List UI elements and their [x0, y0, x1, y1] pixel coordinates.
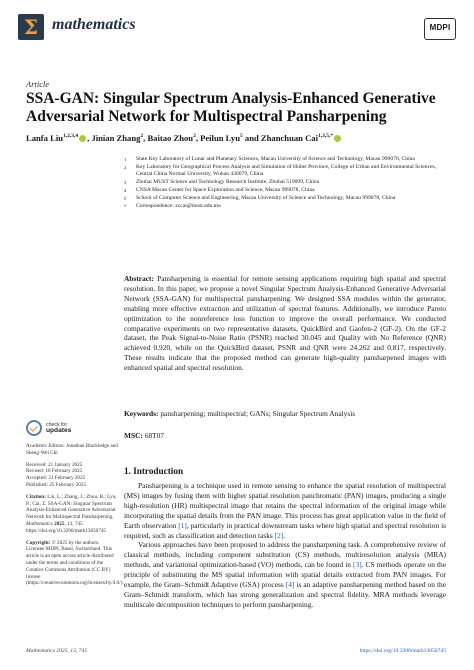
- affiliation-number: *: [124, 204, 127, 210]
- academic-editors: Academic Editors: Jonathan Blackledge and Sheng-Wei Chi: [26, 443, 118, 456]
- citation-link-2[interactable]: [2]: [274, 530, 284, 540]
- copyright-block: Copyright: © 2025 by the authors. Licensee MDPI, Basel, Switzerland. This article is an open access article distributed under the terms and conditions of the Creative Commons Attribution (CC BY) license (https://creativecommons.org/licenses/by/4.0/).: [26, 539, 124, 587]
- keywords-text: pansharpening; multispectral; GANs; Singular Spectrum Analysis: [160, 409, 356, 418]
- author-separator: ,: [87, 132, 92, 143]
- affiliation-item: [124, 203, 444, 210]
- author-name: Zhanchuan Cai: [260, 132, 318, 143]
- author-affiliation-marker: 1,3,5,*: [317, 133, 334, 139]
- publication-dates: Received: 21 January 2025 Revised: 18 February 2025 Accepted: 21 February 2025 Published: 25 February 2025: [26, 461, 87, 488]
- affiliations: [124, 156, 444, 211]
- affiliation-text: Correspondence: zccai@must.edu.mo: [136, 203, 221, 210]
- check-for-updates-button[interactable]: [26, 420, 118, 436]
- journal-logo-icon: Σ: [18, 14, 44, 40]
- citation-block: Citation: Liu, L.; Zhang, J.; Zhou, B.; Lyu, P.; Cai, Z. SSA-GAN: Singular Spectrum Analysis-Enhanced Generative Adversarial Network for Multispectral Pansharpening. Mathematics 2025, 13, 745. https://doi.org/10.3390/math13050745: [26, 493, 117, 534]
- author-affiliation-marker: 1,2,3,4: [63, 133, 79, 139]
- author-separator: and: [242, 132, 261, 143]
- affiliation-item: [124, 164, 444, 178]
- msc-label: MSC:: [124, 431, 143, 440]
- footer-journal-citation: Mathematics 2025, 13, 745: [26, 648, 88, 654]
- abstract: [124, 274, 446, 373]
- paper-title: SSA-GAN: Singular Spectrum Analysis-Enhanced Generative Adversarial Network for Multispectral Pansharpening: [26, 90, 436, 125]
- affiliation-text: State Key Laboratory of Lunar and Planetary Sciences, Macau University of Science and Technology, Macau 999078, China: [136, 156, 415, 162]
- author-name: Lanfa Liu: [26, 132, 64, 143]
- affiliation-text: Key Laboratory for Geographical Process Analysis and Simulation of Hubei Province, College of Urban and Environmental Sciences, Central China Normal University, Wuhan 430079, China: [136, 164, 437, 178]
- citation-doi-link[interactable]: , 13, 745. https://doi.org/10.3390/math13050745: [26, 520, 107, 534]
- citation-link-4[interactable]: [4]: [285, 580, 295, 590]
- author-name: Jinian Zhang: [91, 132, 141, 143]
- affiliation-item: [124, 156, 444, 163]
- orcid-icon[interactable]: [334, 135, 341, 142]
- affiliation-text: CNSA Macau Center for Space Exploration and Science, Macau 999078, China: [136, 187, 315, 194]
- affiliation-number: 2: [124, 165, 127, 170]
- author-separator: ,: [143, 132, 148, 143]
- author-separator: ,: [195, 132, 201, 143]
- intro-paragraph-2: Various approaches have been proposed to address the pansharpening task. A comprehensive review of classical methods, including component substitution (CS) methods, multiresolution analysis (MRA) methods, and variational optimization-based (VO) methods, can be found in [3]. CS methods operate on the principle of substituting the MS spatial information with spatial details extracted from PAN images. For example, the Gram–Schmidt Adaptive (GSA) process [4] is an adaptive pansharpening method based on the Gram–Schmidt transform, which has strong generalization and spectral fidelity. MRA methods leverage multiscale decomposition techniques to perform pansharpening.: [124, 540, 447, 609]
- page-header: [18, 14, 458, 44]
- introduction-body: [124, 481, 446, 610]
- author-affiliation-marker: 2: [193, 133, 196, 139]
- abstract-label: Abstract:: [124, 274, 154, 283]
- msc-text: 68T07: [144, 431, 165, 440]
- author-name: Peilun Lyu: [200, 132, 240, 143]
- keywords: [124, 409, 446, 419]
- abstract-text: Pansharpening is essential for remote sensing applications requiring high spatial and spectral resolution. In this paper, we propose a novel Singular Spectrum Analysis-Enhanced Generative Adversarial Network (SSA-GAN) for multispectral pansharpening. We designed SSA modules within the generator, enabling more effective extraction and utilization of spectral features. Additionally, we introduce Pareto optimization to the nonreference loss function to improve the overall performance. We conducted comparative experiments on two representative datasets, QuickBird and Gaofen-2 (GF-2). On the GF-2 dataset, the Peak Signal-to-Noise Ratio (PSNR) reached 30.045 and Quality with No Reference (QNR) achieved 0.920, while on the QuickBird dataset, PSNR and QNR were 24.262 and 0.817, respectively. These results indicate that the proposed method can generate high-quality pansharpened images with enhanced spatial and spectral resolution.: [124, 274, 446, 373]
- citation-link-1[interactable]: [1]: [178, 520, 187, 530]
- section-heading-introduction: 1. Introduction: [124, 466, 184, 476]
- updates-top-text: check for: [46, 422, 68, 428]
- author-affiliation-marker: 2: [140, 133, 144, 139]
- article-type: Article: [26, 79, 50, 89]
- keywords-label: Keywords:: [124, 409, 159, 418]
- affiliation-text: Zhuhai MUST Science and Technology Research Institute, Zhuhai 519099, China: [136, 179, 320, 186]
- affiliation-item: [124, 179, 444, 186]
- msc-code: [124, 431, 446, 441]
- author-list: [26, 131, 456, 144]
- mdpi-logo-icon: MDPI: [424, 18, 456, 40]
- orcid-icon[interactable]: [79, 135, 86, 142]
- article-sidebar: [26, 420, 124, 592]
- intro-paragraph-1: Pansharpening is a technique used in remote sensing to enhance the spatial resolution of multispectral (MS) images by fusing them with higher spatial resolution panchromatic (PAN) images, producing a single high-resolution (HR) multispectral image that retains the spectral information of the original image while incorporating the spatial details from the PAN image. This process has great application value in the field of Earth observation [1], particularly in practical downstream tasks where high spatial and spectral resolution is required, such as classification and detection tasks [2].: [124, 481, 446, 540]
- footer-doi-link[interactable]: https://doi.org/10.3390/math13050745: [359, 648, 446, 654]
- affiliation-number: 5: [124, 196, 127, 202]
- affiliation-number: 3: [124, 180, 127, 186]
- affiliation-text: School of Computer Science and Engineering, Macau University of Science and Technology, Macau 999078, China: [136, 195, 396, 202]
- author-affiliation-marker: 5: [240, 133, 243, 139]
- citation-link-3[interactable]: [3]: [353, 560, 362, 570]
- affiliation-item: [124, 187, 444, 194]
- author-name: Baitao Zhou: [147, 132, 194, 143]
- updates-bottom-text: updates: [46, 427, 72, 434]
- check-updates-icon: [26, 420, 42, 436]
- affiliation-item: [124, 195, 444, 202]
- affiliation-number: 4: [124, 188, 127, 194]
- journal-name: mathematics: [52, 16, 136, 33]
- affiliation-number: 1: [124, 157, 127, 162]
